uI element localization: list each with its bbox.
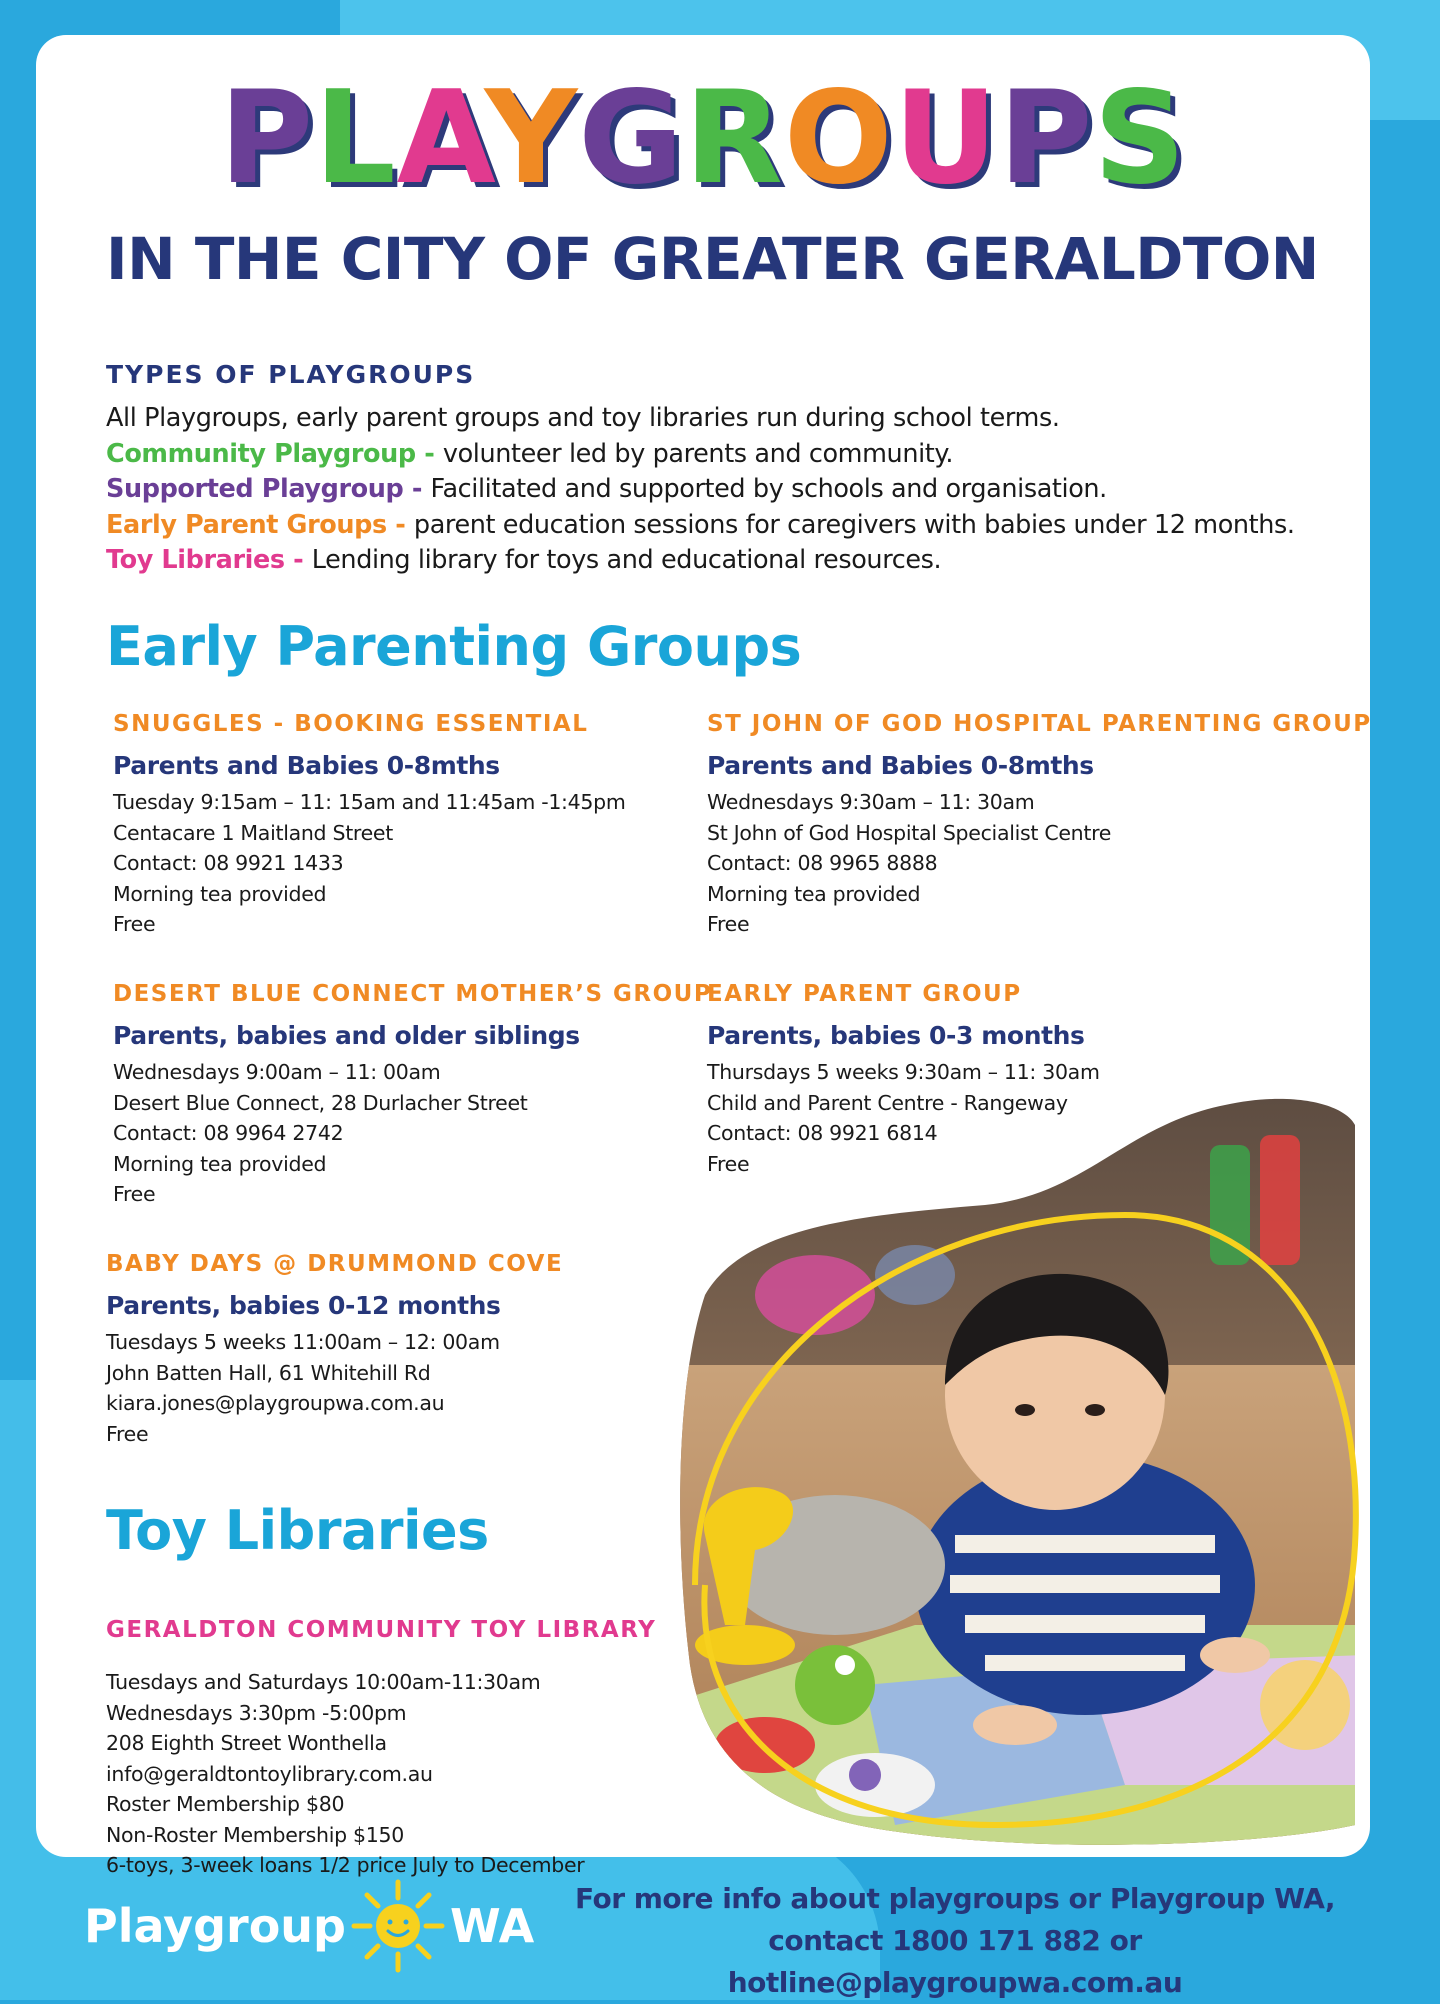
group-line: 6-toys, 3-week loans 1/2 price July to December: [106, 1853, 585, 1877]
group-line: info@geraldtontoylibrary.com.au: [106, 1761, 433, 1786]
type-item: [106, 472, 1356, 508]
logo-text-wa: WA: [449, 1899, 535, 1953]
group-line: Tuesday 9:15am – 11: 15am and 11:45am -1:45pm: [113, 790, 626, 814]
group-line: Free: [113, 912, 156, 936]
group-line: Contact: 08 9921 6814: [707, 1121, 938, 1145]
title-letter: A: [396, 64, 485, 213]
footer-info-line: For more info about playgroups or Playgroup WA,: [574, 1882, 1336, 1915]
group-line: Tuesdays and Saturdays 10:00am-11:30am: [106, 1670, 541, 1694]
group-st-john-of-god: [707, 711, 1372, 940]
type-item: [106, 543, 1356, 579]
group-subtitle: Parents, babies 0-3 months: [707, 1021, 1085, 1050]
group-line: Contact: 08 9921 1433: [113, 851, 344, 875]
group-line: Wednesdays 9:30am – 11: 30am: [707, 790, 1035, 814]
sun-smiley-icon: [350, 1878, 446, 1974]
group-line: Contact: 08 9965 8888: [707, 851, 938, 875]
type-text: Lending library for toys and educational resources.: [311, 545, 942, 575]
group-name: BABY DAYS @ DRUMMOND COVE: [106, 1251, 564, 1277]
logo-text-playgroup: Playgroup: [84, 1899, 346, 1953]
group-name: EARLY PARENT GROUP: [707, 981, 1022, 1007]
group-name: SNUGGLES - BOOKING ESSENTIAL: [113, 711, 589, 737]
group-subtitle: Parents and Babies 0-8mths: [113, 751, 500, 780]
group-subtitle: Parents, babies and older siblings: [113, 1021, 580, 1050]
title-letter: R: [684, 64, 784, 213]
title-letter: L: [314, 64, 397, 213]
early-parenting-heading: Early Parenting Groups: [106, 615, 802, 678]
group-line: Free: [106, 1421, 149, 1446]
group-line: Contact: 08 9964 2742: [113, 1121, 344, 1145]
group-line: kiara.jones@playgroupwa.com.au: [106, 1391, 445, 1415]
group-line: Morning tea provided: [707, 881, 921, 906]
title-letter: P: [219, 64, 315, 213]
title-letter: S: [1093, 64, 1187, 213]
title-letter: G: [578, 64, 685, 213]
type-text: parent education sessions for caregivers with babies under 12 months.: [413, 509, 1295, 540]
group-toy-library: [106, 1617, 706, 1881]
title-letter: P: [998, 64, 1094, 213]
group-line: Centacare 1 Maitland Street: [113, 820, 393, 845]
title-letter: O: [783, 64, 894, 213]
type-key: Toy Libraries -: [106, 545, 312, 575]
type-key: Community Playgroup -: [106, 438, 443, 469]
group-baby-days: [106, 1251, 706, 1449]
footer-contact-info: [545, 1878, 1365, 2004]
playgroup-wa-logo[interactable]: [84, 1878, 534, 1974]
group-line: Desert Blue Connect, 28 Durlacher Street: [113, 1090, 528, 1115]
group-line: Free: [113, 1182, 156, 1206]
group-line: Non-Roster Membership $150: [106, 1822, 404, 1847]
type-item: [106, 437, 1356, 473]
group-line: Free: [707, 1151, 750, 1176]
group-name: DESERT BLUE CONNECT MOTHER’S GROUP: [113, 981, 713, 1007]
group-line: Morning tea provided: [113, 881, 327, 906]
group-subtitle: Parents and Babies 0-8mths: [707, 751, 1094, 780]
types-intro: All Playgroups, early parent groups and toy libraries run during school terms.: [106, 403, 1060, 433]
page-subtitle: IN THE CITY OF GREATER GERALDTON: [106, 225, 1319, 293]
type-text: Facilitated and supported by schools and organisation.: [430, 474, 1107, 504]
group-subtitle: Parents, babies 0-12 months: [106, 1291, 501, 1320]
group-line: Thursdays 5 weeks 9:30am – 11: 30am: [707, 1060, 1100, 1084]
group-line: Wednesdays 3:30pm -5:00pm: [106, 1700, 407, 1725]
group-line: 208 Eighth Street Wonthella: [106, 1731, 387, 1755]
type-key: Supported Playgroup -: [106, 474, 431, 504]
group-line: Roster Membership $80: [106, 1792, 345, 1816]
group-name: ST JOHN OF GOD HOSPITAL PARENTING GROUP: [707, 711, 1372, 737]
group-line: St John of God Hospital Specialist Centre: [707, 820, 1112, 845]
group-line: Wednesdays 9:00am – 11: 00am: [113, 1060, 441, 1084]
footer-info-line[interactable]: contact 1800 171 882 or hotline@playgroupwa.com.au: [727, 1924, 1183, 1999]
types-list: [106, 401, 1356, 579]
title-letter: Y: [484, 64, 579, 213]
group-desert-blue: [113, 981, 713, 1210]
type-key: Early Parent Groups -: [106, 509, 414, 540]
group-line: Free: [707, 912, 750, 936]
group-line: Child and Parent Centre - Rangeway: [707, 1090, 1068, 1115]
title-letter: U: [893, 64, 999, 213]
group-name: GERALDTON COMMUNITY TOY LIBRARY: [106, 1617, 657, 1643]
types-heading: TYPES OF PLAYGROUPS: [106, 360, 476, 389]
page-title: [36, 64, 1370, 213]
type-item: [106, 508, 1356, 544]
toy-libraries-heading: Toy Libraries: [106, 1499, 489, 1562]
baby-playing-photo: [665, 1065, 1345, 1845]
group-line: Morning tea provided: [113, 1151, 327, 1176]
group-snuggles: [113, 711, 713, 940]
group-line: John Batten Hall, 61 Whitehill Rd: [106, 1360, 431, 1385]
type-text: volunteer led by parents and community.: [442, 438, 954, 469]
group-line: Tuesdays 5 weeks 11:00am – 12: 00am: [106, 1330, 500, 1354]
